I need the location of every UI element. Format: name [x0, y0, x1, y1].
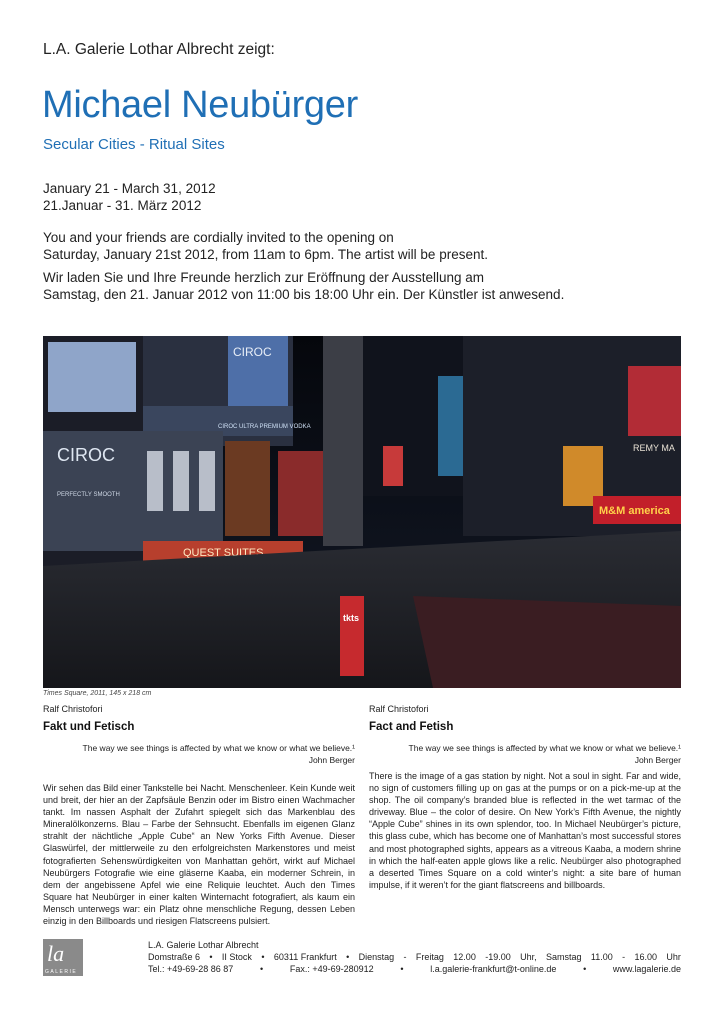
footer-fax: Fax.: +49-69-280912 [289, 964, 374, 974]
exhibition-dates [43, 180, 216, 214]
sign-ciroc-top: CIROC [233, 345, 272, 359]
artist-name: Michael Neubürger [42, 84, 358, 126]
footer-bullet: • [261, 952, 265, 962]
exhibition-title: Secular Cities - Ritual Sites [43, 136, 225, 153]
footer-bullet: • [583, 964, 587, 974]
invitation-en [43, 229, 488, 263]
bottle-1 [147, 451, 163, 511]
sign-perfectly-smooth: PERFECTLY SMOOTH [57, 492, 120, 498]
distant-screen [438, 376, 463, 476]
movie-poster-1 [225, 441, 270, 536]
footer-contact-row [148, 963, 681, 975]
essay-de-epigraph [43, 742, 355, 766]
footer-address-part: II Stock [221, 952, 252, 962]
footer-hours-part: Dienstag [358, 952, 395, 962]
gallery-footer [148, 939, 681, 975]
footer-hours-part: 12.00 [453, 952, 476, 962]
dates-en: January 21 - March 31, 2012 [43, 181, 216, 196]
sign-ciroc-main: CIROC [57, 445, 115, 465]
times-square-illustration [43, 336, 681, 688]
footer-address-part: 60311 Frankfurt [273, 952, 337, 962]
essay-de-quote-author: John Berger [308, 755, 355, 765]
footer-phone: Tel.: +49-69-28 86 87 [148, 964, 234, 974]
essay-en-body: There is the image of a gas station by night. Not a soul in sight. Far and wide, no sign of customers filling up on gas at the pumps or on a pick-me-up at the shop. The oil company’s branded blue is reflected in the wet tarmac of the driveway. Blue – the color of desire. On New York’s Fifth Avenue, the nightly “Apple Cube” shines in its own splendor, too. In Michael Neubürger’s picture, this glass cube, which has become one of Manhattan’s most successful stores and most photographed sights, appears as a vitreous Kaaba, a modern shrine in which the half-eaten apple glows like a relic. Neubürger also photographed a deserted Times Square on a cold winter’s night: a site bare of human impulse, if it weren’t for the giant flatscreens and billboards. [369, 771, 681, 890]
logo-wordmark: GALERIE [45, 969, 78, 975]
bottle-3 [199, 451, 215, 511]
movie-poster-2 [278, 451, 323, 536]
essay-en-epigraph [369, 742, 681, 766]
essay-english [369, 704, 681, 891]
essay-german [43, 704, 355, 927]
footer-bullet: • [209, 952, 213, 962]
gallery-logo [43, 939, 83, 976]
invitation-en-line2: Saturday, January 21st 2012, from 11am to 6pm. The artist will be present. [43, 247, 488, 262]
footer-bullet: • [260, 964, 264, 974]
essay-en-author: Ralf Christofori [369, 704, 429, 714]
center-tower [323, 336, 363, 546]
invitation-de-line2: Samstag, den 21. Januar 2012 von 11:00 bis 18:00 Uhr ein. Der Künstler ist anwesend. [43, 287, 565, 302]
essay-en-quote: The way we see things is affected by what we know or what we believe.¹ [408, 743, 681, 753]
footer-hours-part: - [622, 952, 626, 962]
gallery-presents-line: L.A. Galerie Lothar Albrecht zeigt: [43, 41, 275, 58]
tkts-booth [340, 596, 364, 676]
sign-remy: REMY MA [633, 443, 675, 453]
dates-de: 21.Januar - 31. März 2012 [43, 198, 202, 213]
invitation-de-line1: Wir laden Sie und Ihre Freunde herzlich zur Eröffnung der Ausstellung am [43, 270, 484, 285]
footer-hours-part: Samstag [546, 952, 582, 962]
footer-bullet: • [346, 952, 350, 962]
essay-de-body: Wir sehen das Bild einer Tankstelle bei Nacht. Menschenleer. Kein Kunde weit und breit, der hier an der Zapfsäule Benzin oder im Bistro einen Wachmacher tankt. Im nassen Asphalt der Zufahrt spiegelt sich das Markenblau des Mineralölkonzerns. Blau – Farbe der Sehnsucht. Ebenfalls im eigenen Glanz strahlt der nächtliche „Apple Cube“ an New Yorks Fifth Avenue. Dieser Glaswürfel, der mittlerweile zu den erfolgreichsten Markenstores und meist fotografierten Sehenswürdigkeiten von Manhattan gehört, wirkt auf Michael Neubürgers Fotografie wie eine gläserne Kaaba, ein moderner Schrein, in dem der angebissene Apfel wie eine Reliquie leuchtet. Auch den Times Square hat Neubürger in einer kalten Winternacht fotografiert, als kaum ein Mensch unterwegs war: ein Platz ohne menschliche Regung, dessen Leben einzig in den Billboards und riesigen Flatscreens pulsiert. [43, 783, 355, 927]
footer-address-part: Domstraße 6 [148, 952, 201, 962]
footer-gallery-name: L.A. Galerie Lothar Albrecht [148, 940, 259, 950]
photo-caption: Times Square, 2011, 145 x 218 cm [43, 690, 152, 697]
billboard-white [48, 342, 136, 412]
essay-en-quote-author: John Berger [634, 755, 681, 765]
times-square-photo [43, 336, 681, 688]
distant-red-sign [383, 446, 403, 486]
footer-hours-part: Freitag [415, 952, 444, 962]
logo-mark: la [47, 941, 65, 966]
footer-hours-part: 16.00 [634, 952, 658, 962]
footer-website[interactable]: www.lagalerie.de [612, 964, 681, 974]
invitation-en-line1: You and your friends are cordially invited to the opening on [43, 230, 394, 245]
footer-hours-part: - [403, 952, 407, 962]
footer-hours-part: -19.00 [485, 952, 511, 962]
footer-hours-part: 11.00 [590, 952, 613, 962]
footer-hours-part: Uhr, [520, 952, 537, 962]
tkts-red-steps [413, 596, 681, 688]
footer-bullet: • [400, 964, 404, 974]
essay-de-title: Fakt und Fetisch [43, 721, 135, 733]
sign-tkts: tkts [343, 613, 360, 623]
essay-de-author: Ralf Christofori [43, 704, 103, 714]
bottle-2 [173, 451, 189, 511]
remy-billboard [628, 366, 681, 436]
sign-quest-suites: QUEST SUITES [183, 547, 264, 559]
sign-mm-america: M&M america [599, 505, 670, 517]
footer-email[interactable]: l.a.galerie-frankfurt@t-online.de [430, 964, 557, 974]
sign-ciroc-band: CIROC ULTRA PREMIUM VODKA [218, 424, 311, 430]
essay-de-quote: The way we see things is affected by what we know or what we believe.¹ [82, 743, 355, 753]
footer-hours-part: Uhr [666, 952, 681, 962]
essay-en-title: Fact and Fetish [369, 721, 454, 733]
footer-address-row [148, 951, 681, 963]
invitation-de [43, 269, 564, 303]
